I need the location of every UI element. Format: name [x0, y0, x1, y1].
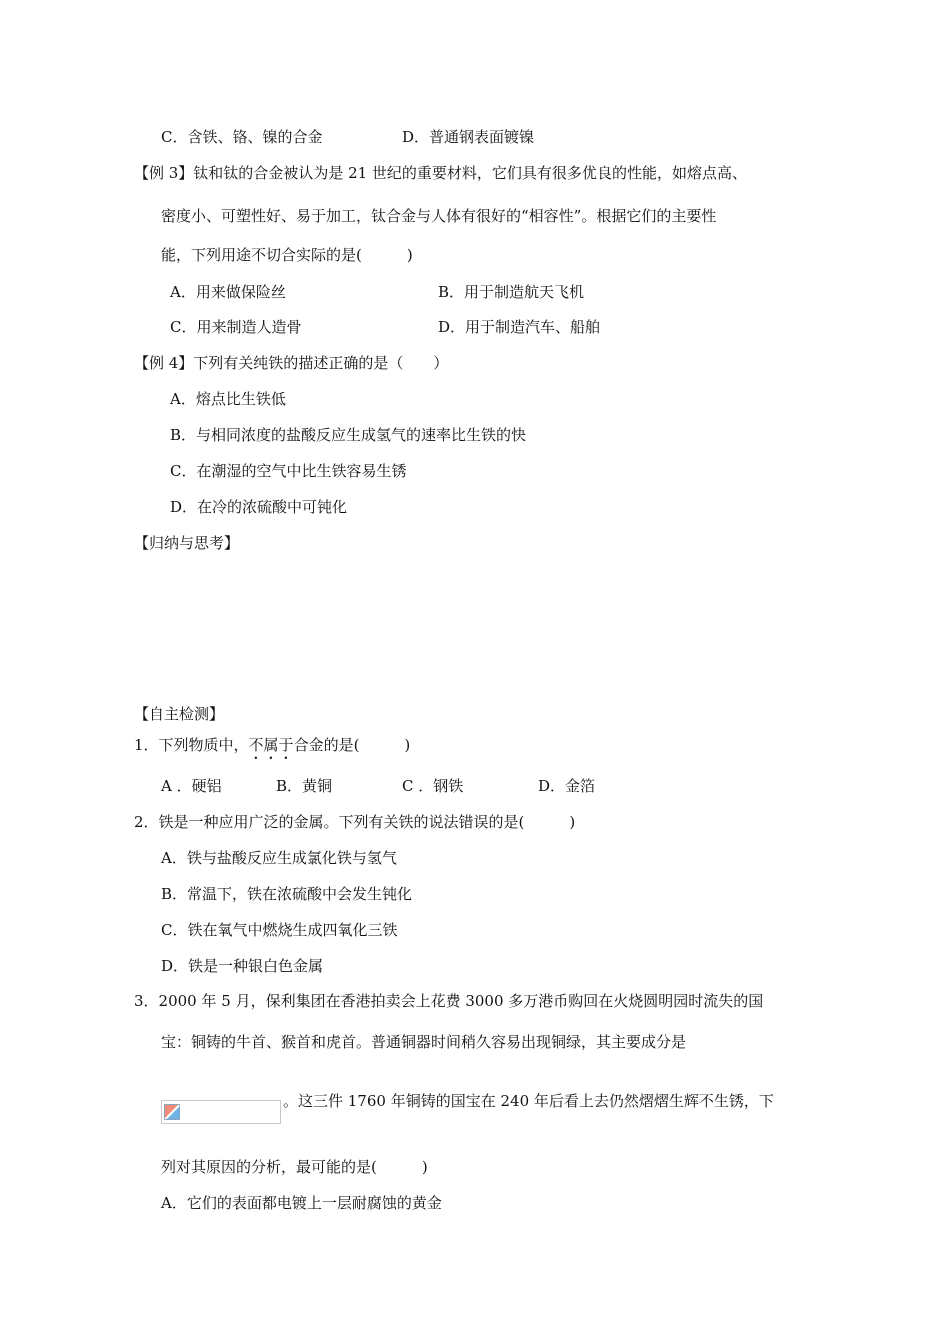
- q2-option-b: B．常温下，铁在浓硫酸中会发生钝化: [161, 885, 413, 903]
- self-test-heading: 【自主检测】: [134, 705, 225, 723]
- example3-stem-line3: 能，下列用途不切合实际的是( ): [161, 246, 413, 264]
- example4-option-c: C．在潮湿的空气中比生铁容易生锈: [170, 462, 407, 480]
- prev-option-c: C．含铁、铬、镍的合金: [161, 128, 323, 146]
- example4-stem: 【例 4】下列有关纯铁的描述正确的是（ ）: [134, 354, 449, 372]
- q1-emphasis: 不属于: [248, 736, 294, 754]
- example3-option-c: C．用来制造人造骨: [170, 318, 302, 336]
- prev-option-d: D．普通钢表面镀镍: [402, 128, 535, 146]
- q3-stem-line1: 3．2000 年 5 月，保利集团在香港拍卖会上花费 3000 多万港币购回在火烧圆明园时流失的国: [134, 992, 764, 1010]
- q1-stem-suffix: 合金的是( ): [293, 736, 411, 754]
- q3-stem-line2: 宝：铜铸的牛首、猴首和虎首。普通铜器时间稍久容易出现铜绿，其主要成分是: [161, 1033, 687, 1051]
- q3-stem-line4: 列对其原因的分析，最可能的是( ): [161, 1158, 428, 1176]
- q1-option-b: B．黄铜: [276, 777, 333, 795]
- q2-option-d: D．铁是一种银白色金属: [161, 957, 324, 975]
- example3-option-a: A．用来做保险丝: [170, 283, 286, 301]
- example3-option-b: B．用于制造航天飞机: [438, 283, 585, 301]
- example3-stem-line2: 密度小、可塑性好、易于加工，钛合金与人体有很好的“相容性”。根据它们的主要性: [161, 207, 717, 225]
- summary-heading: 【归纳与思考】: [134, 534, 240, 552]
- q1-stem-prefix: 1．下列物质中，: [134, 736, 249, 754]
- example4-option-d: D．在冷的浓硫酸中可钝化: [170, 498, 348, 516]
- example3-stem-line1: 【例 3】钛和钛的合金被认为是 21 世纪的重要材料，它们具有很多优良的性能，如熔点高、: [134, 164, 747, 182]
- broken-image-icon: [164, 1104, 180, 1120]
- q2-option-c: C．铁在氧气中燃烧生成四氧化三铁: [161, 921, 398, 939]
- q3-stem-line3: 。这三件 1760 年铜铸的国宝在 240 年后看上去仍然熠熠生辉不生锈，下: [283, 1092, 774, 1110]
- q2-option-a: A．铁与盐酸反应生成氯化铁与氢气: [161, 849, 397, 867]
- example4-option-b: B．与相同浓度的盐酸反应生成氢气的速率比生铁的快: [170, 426, 527, 444]
- q1-stem: [134, 735, 410, 763]
- broken-image-placeholder: [161, 1100, 281, 1124]
- q1-option-c: C ．钢铁: [402, 777, 464, 795]
- q1-option-a: A ．硬铝: [161, 777, 222, 795]
- example3-option-d: D．用于制造汽车、船舶: [438, 318, 601, 336]
- example4-option-a: A．熔点比生铁低: [170, 390, 286, 408]
- q2-stem: 2．铁是一种应用广泛的金属。下列有关铁的说法错误的是( ): [134, 813, 576, 831]
- q3-option-a: A．它们的表面都电镀上一层耐腐蚀的黄金: [161, 1194, 442, 1212]
- q1-option-d: D．金箔: [538, 777, 596, 795]
